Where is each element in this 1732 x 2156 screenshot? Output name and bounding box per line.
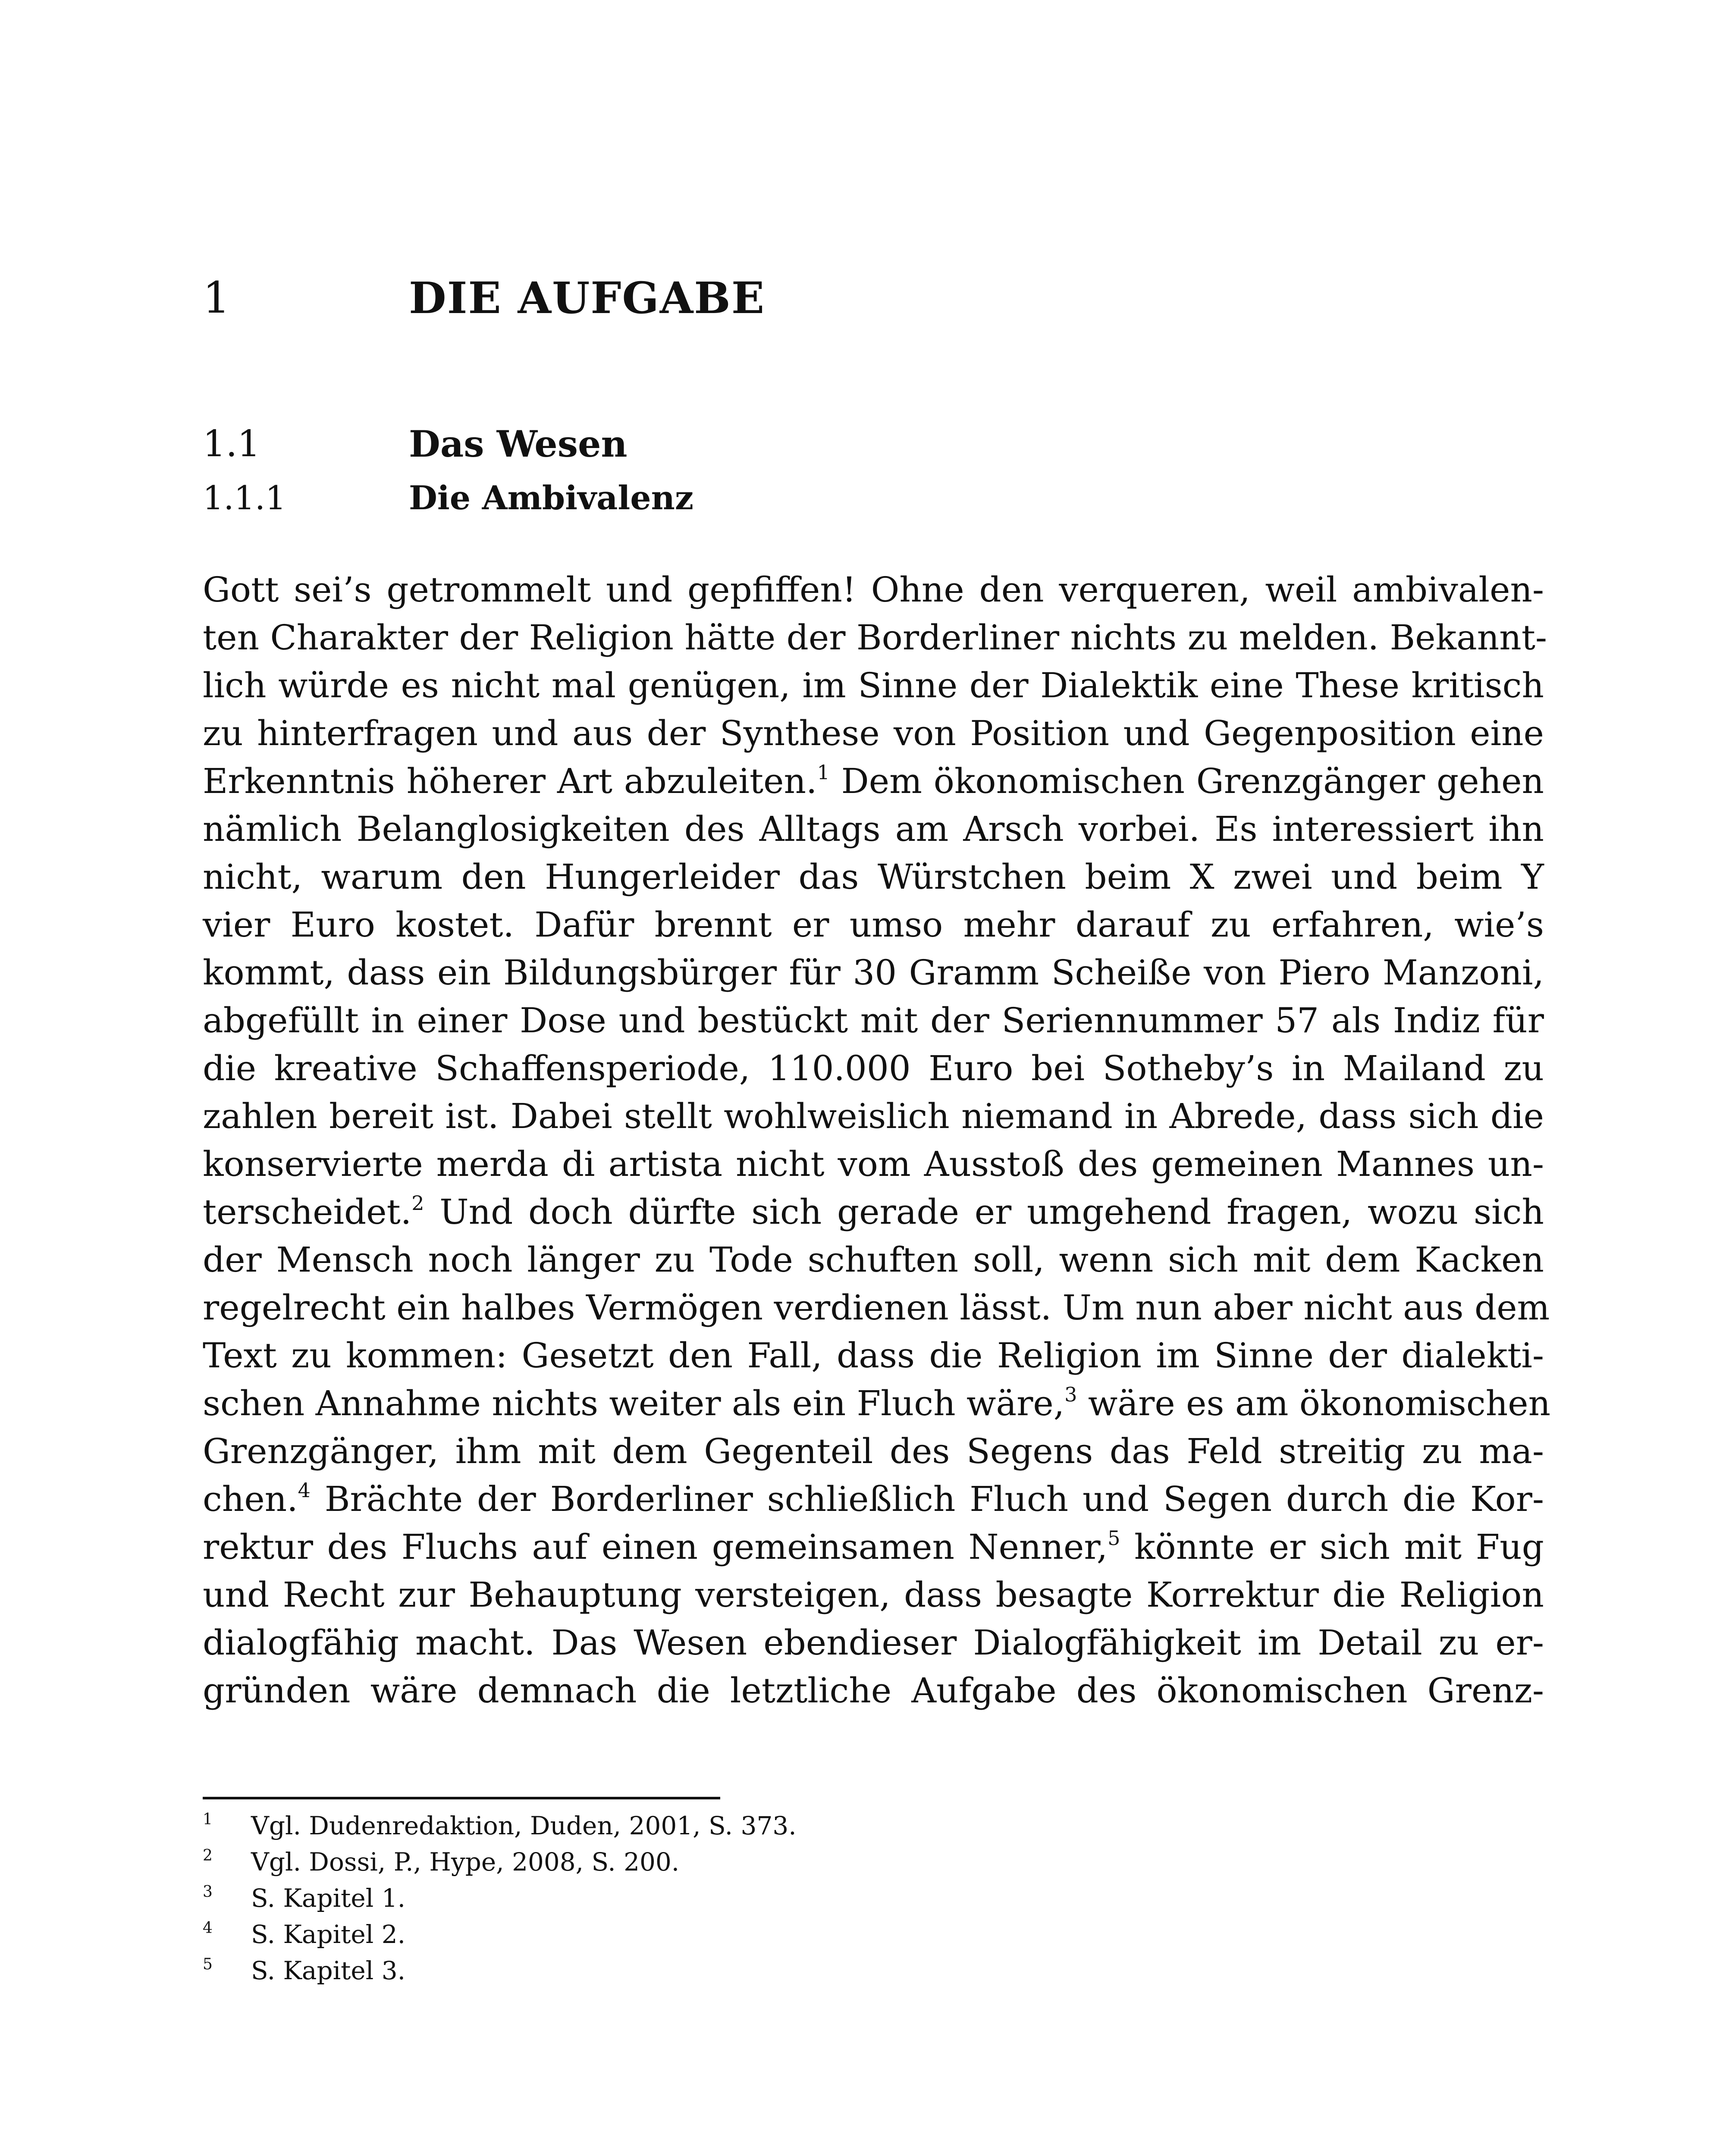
- body-paragraph: [203, 566, 1551, 1714]
- section-title: Das Wesen: [409, 423, 628, 465]
- footnote-mark: 4: [203, 1919, 213, 1937]
- footnote-text: Vgl. Dudenredaktion, Duden, 2001, S. 373.: [251, 1811, 797, 1840]
- body-line: abgefüllt in einer Dose und bestückt mit der Seriennummer 57 als Indiz für: [203, 1000, 1544, 1040]
- footnote-ref[interactable]: 4: [298, 1479, 311, 1502]
- footnote-ref[interactable]: 5: [1108, 1526, 1120, 1550]
- body-line-text: Und doch dürfte sich gerade er umgehend fragen, wozu sich: [439, 1192, 1544, 1232]
- body-line: gründen wäre demnach die letztliche Aufgabe des ökonomischen Grenz-: [203, 1670, 1544, 1711]
- footnote-mark: 3: [203, 1883, 213, 1901]
- body-line: zahlen bereit ist. Dabei stellt wohlweislich niemand in Abrede, dass sich die: [203, 1096, 1544, 1136]
- chapter-number: 1: [203, 273, 230, 323]
- body-line: dialogfähig macht. Das Wesen ebendieser Dialogfähigkeit im Detail zu er-: [203, 1623, 1544, 1663]
- body-line-text: schen Annahme nichts weiter als ein Fluch wäre,: [203, 1383, 1065, 1423]
- chapter-title: DIE AUFGABE: [409, 273, 766, 323]
- body-line: konservierte merda di artista nicht vom Ausstoß des gemeinen Mannes un-: [203, 1144, 1544, 1184]
- body-line: [203, 1523, 1544, 1571]
- footnote-mark: 5: [203, 1955, 213, 1973]
- body-line: vier Euro kostet. Dafür brennt er umso mehr darauf zu erfahren, wie’s: [203, 905, 1544, 945]
- footnote-mark: 1: [203, 1811, 213, 1828]
- body-line: nicht, warum den Hungerleider das Würstchen beim X zwei und beim Y: [203, 857, 1544, 897]
- footnote-text: S. Kapitel 2.: [251, 1920, 406, 1949]
- footnote-text: S. Kapitel 1.: [251, 1883, 406, 1913]
- body-line: ten Charakter der Religion hätte der Borderliner nichts zu melden. Bekannt-: [203, 617, 1547, 658]
- section-heading: [203, 423, 628, 465]
- body-line: [203, 1379, 1551, 1427]
- footnote-separator: [203, 1797, 720, 1799]
- footnote-mark: 2: [203, 1847, 213, 1865]
- body-line: die kreative Schaffensperiode, 110.000 Euro bei Sotheby’s in Mailand zu: [203, 1048, 1544, 1088]
- body-line-text: chen.: [203, 1479, 298, 1519]
- body-line: der Mensch noch länger zu Tode schuften soll, wenn sich mit dem Kacken: [203, 1240, 1544, 1280]
- subsection-title: Die Ambivalenz: [409, 479, 694, 517]
- body-line: Gott sei’s getrommelt und gepfiffen! Ohne den verqueren, weil ambivalen-: [203, 570, 1544, 610]
- body-line: [203, 1475, 1544, 1523]
- body-line-text: terscheidet.: [203, 1192, 412, 1232]
- body-line-text: rektur des Fluchs auf einen gemeinsamen Nenner,: [203, 1527, 1108, 1567]
- body-line-text: Brächte der Borderliner schließlich Fluch und Segen durch die Kor-: [324, 1479, 1544, 1519]
- section-number: 1.1: [203, 423, 260, 465]
- footnote-ref[interactable]: 3: [1064, 1383, 1077, 1406]
- footnote-text: Vgl. Dossi, P., Hype, 2008, S. 200.: [251, 1847, 680, 1877]
- body-line-text: Dem ökonomischen Grenzgänger gehen: [841, 761, 1544, 801]
- body-line: Grenzgänger, ihm mit dem Gegenteil des Segens das Feld streitig zu ma-: [203, 1431, 1544, 1471]
- body-line-text: könnte er sich mit Fug: [1134, 1527, 1544, 1567]
- body-line: kommt, dass ein Bildungsbürger für 30 Gramm Scheiße von Piero Manzoni,: [203, 953, 1544, 993]
- body-line: lich würde es nicht mal genügen, im Sinne der Dialektik eine These kritisch: [203, 665, 1544, 705]
- body-line: [203, 757, 1544, 805]
- body-line: nämlich Belanglosigkeiten des Alltags am Arsch vorbei. Es interessiert ihn: [203, 809, 1544, 849]
- body-line: Text zu kommen: Gesetzt den Fall, dass die Religion im Sinne der dialekti-: [203, 1335, 1544, 1376]
- body-line: [203, 1188, 1544, 1236]
- footnote-text: S. Kapitel 3.: [251, 1956, 406, 1985]
- subsection-number: 1.1.1: [203, 479, 286, 517]
- footnote-ref[interactable]: 2: [411, 1191, 424, 1215]
- body-line: und Recht zur Behauptung versteigen, dass besagte Korrektur die Religion: [203, 1575, 1544, 1615]
- body-line: regelrecht ein halbes Vermögen verdienen lässt. Um nun aber nicht aus dem: [203, 1288, 1550, 1328]
- body-line-text: wäre es am ökonomischen: [1088, 1383, 1551, 1423]
- body-line: zu hinterfragen und aus der Synthese von Position und Gegenposition eine: [203, 713, 1544, 753]
- footnote-ref[interactable]: 1: [817, 761, 830, 784]
- subsection-heading: [203, 479, 694, 517]
- body-line-text: Erkenntnis höherer Art abzuleiten.: [203, 761, 817, 801]
